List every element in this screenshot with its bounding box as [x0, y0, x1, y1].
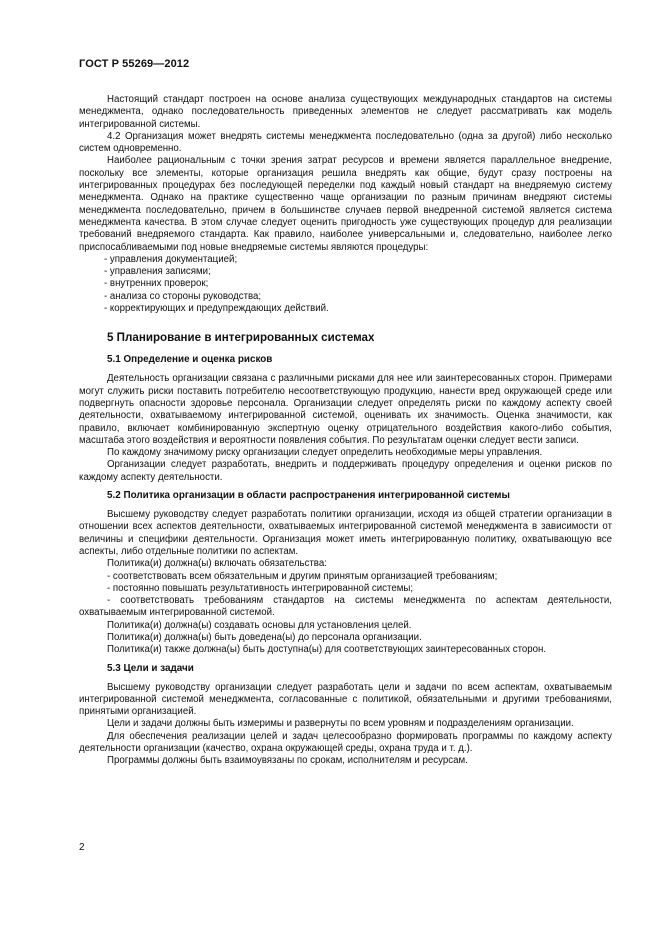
subsection-heading: 5.3 Цели и задачи [107, 662, 194, 674]
list-item: - управления документацией; [104, 253, 238, 265]
list-item: - управления записями; [104, 266, 211, 278]
list-item: - анализа со стороны руководства; [104, 290, 262, 302]
paragraph: Настоящий стандарт построен на основе анализа существующих международных стандартов на системы менеджмента, однако последовательность приведенных элементов не следует рассматривать как модель интегрированной системы. [79, 94, 612, 130]
paragraph: Организации следует разработать, внедрить и поддерживать процедуру определения и оценки рисков по каждому аспекту деятельности. [79, 459, 612, 483]
commitments-list [79, 571, 612, 620]
paragraph: Наиболее рациональным с точки зрения затрат ресурсов и времени является параллельное внедрение, поскольку все элементы, которые организация решила внедрять как общие, будут сразу построены на интегрированных процедурах без последующей переделки под каждый новый стандарт на внедряемую систему менеджмента. Однако на практике существенно чаще организации по разным причинам внедряют системы менеджмента последовательно, причем в большинстве случаев первой внедренной системой является система менеджмента качества. В этом случае следует оценить пригодность уже существующих процедур для реализации требований внедряемого стандарта. Как правило, наиболее универсальными и, следовательно, наиболее легко приспосабливаемыми под новые внедряемые системы являются процедуры: [79, 155, 612, 253]
page-number: 2 [79, 842, 85, 853]
section-heading: 5 Планирование в интегрированных системах [107, 331, 375, 345]
paragraph: Деятельность организации связана с различными рисками для нее или заинтересованных сторон. Примерами могут служить риски поставить потребителю несоответствующую продукцию, нанести вред окружающей среде или подвергнуть опасности здоровье персонала. Организации следует определять риски по каждому аспекту своей деятельности, охватываемому интегрированной системой, оценивать их значимость. Оценка значимости, как правило, включает комбинированную экспертную оценку отрицательного воздействия какого-либо события, масштаба этого воздействия и вероятности появления события. По результатам оценки следует вести записи. [79, 373, 612, 446]
paragraph: По каждому значимому риску организации следует определить необходимые меры управления. [107, 447, 543, 459]
paragraph: Политика(и) также должна(ы) быть доступна(ы) для соответствующих заинтересованных сторон. [107, 644, 547, 656]
paragraph: 4.2 Организация может внедрять системы менеджмента последовательно (одна за другой) либо несколько систем одновременно. [79, 130, 612, 155]
document-header: ГОСТ Р 55269—2012 [79, 58, 190, 70]
paragraph: Для обеспечения реализации целей и задач целесообразно формировать программы по каждому аспекту деятельности организации (качество, охрана окружающей среды, охрана труда и т. д.). [79, 730, 612, 755]
paragraph: Политика(и) должна(ы) быть доведена(ы) до персонала организации. [107, 631, 422, 643]
paragraph: Политика(и) должна(ы) включать обязательства: [107, 558, 327, 570]
list-item: - корректирующих и предупреждающих действий. [104, 303, 329, 315]
paragraph: Программы должны быть взаимоувязаны по срокам, исполнителям и ресурсам. [107, 755, 468, 767]
paragraph: Цели и задачи должны быть измеримы и развернуты по всем уровням и подразделениям организации. [107, 718, 574, 730]
list-item: - соответствовать всем обязательным и другим принятым организацией требованиям; [107, 570, 498, 582]
subsection-heading: 5.1 Определение и оценка рисков [107, 354, 273, 366]
list-item: - внутренних проверок; [104, 278, 209, 290]
paragraph: Высшему руководству следует разработать политики организации, исходя из общей стратегии организации в отношении всех аспектов деятельности, охватываемых интегрированной системой менеджмента в зависимости от величины и специфики деятельности. Организация может иметь интегрированную политику, охватывающую все аспекты, либо отдельные политики по аспектам. [79, 509, 612, 557]
paragraph: Высшему руководству организации следует разработать цели и задачи по всем аспектам, охватываемым интегрированной системой менеджмента, согласованные с политикой, обязательными и другими требованиями, принятыми организацией. [79, 681, 612, 718]
subsection-heading: 5.2 Политика организации в области распространения интегрированной системы [107, 490, 510, 502]
procedures-list [79, 254, 612, 315]
paragraph: Политика(и) должна(ы) создавать основы для установления целей. [107, 619, 412, 631]
list-item: - соответствовать требованиям стандартов на системы менеджмента по аспектам деятельности, охватываемым интегрированной системой. [79, 595, 612, 619]
document-body [79, 94, 612, 768]
list-item: - постоянно повышать результативность интегрированной системы; [107, 582, 414, 594]
